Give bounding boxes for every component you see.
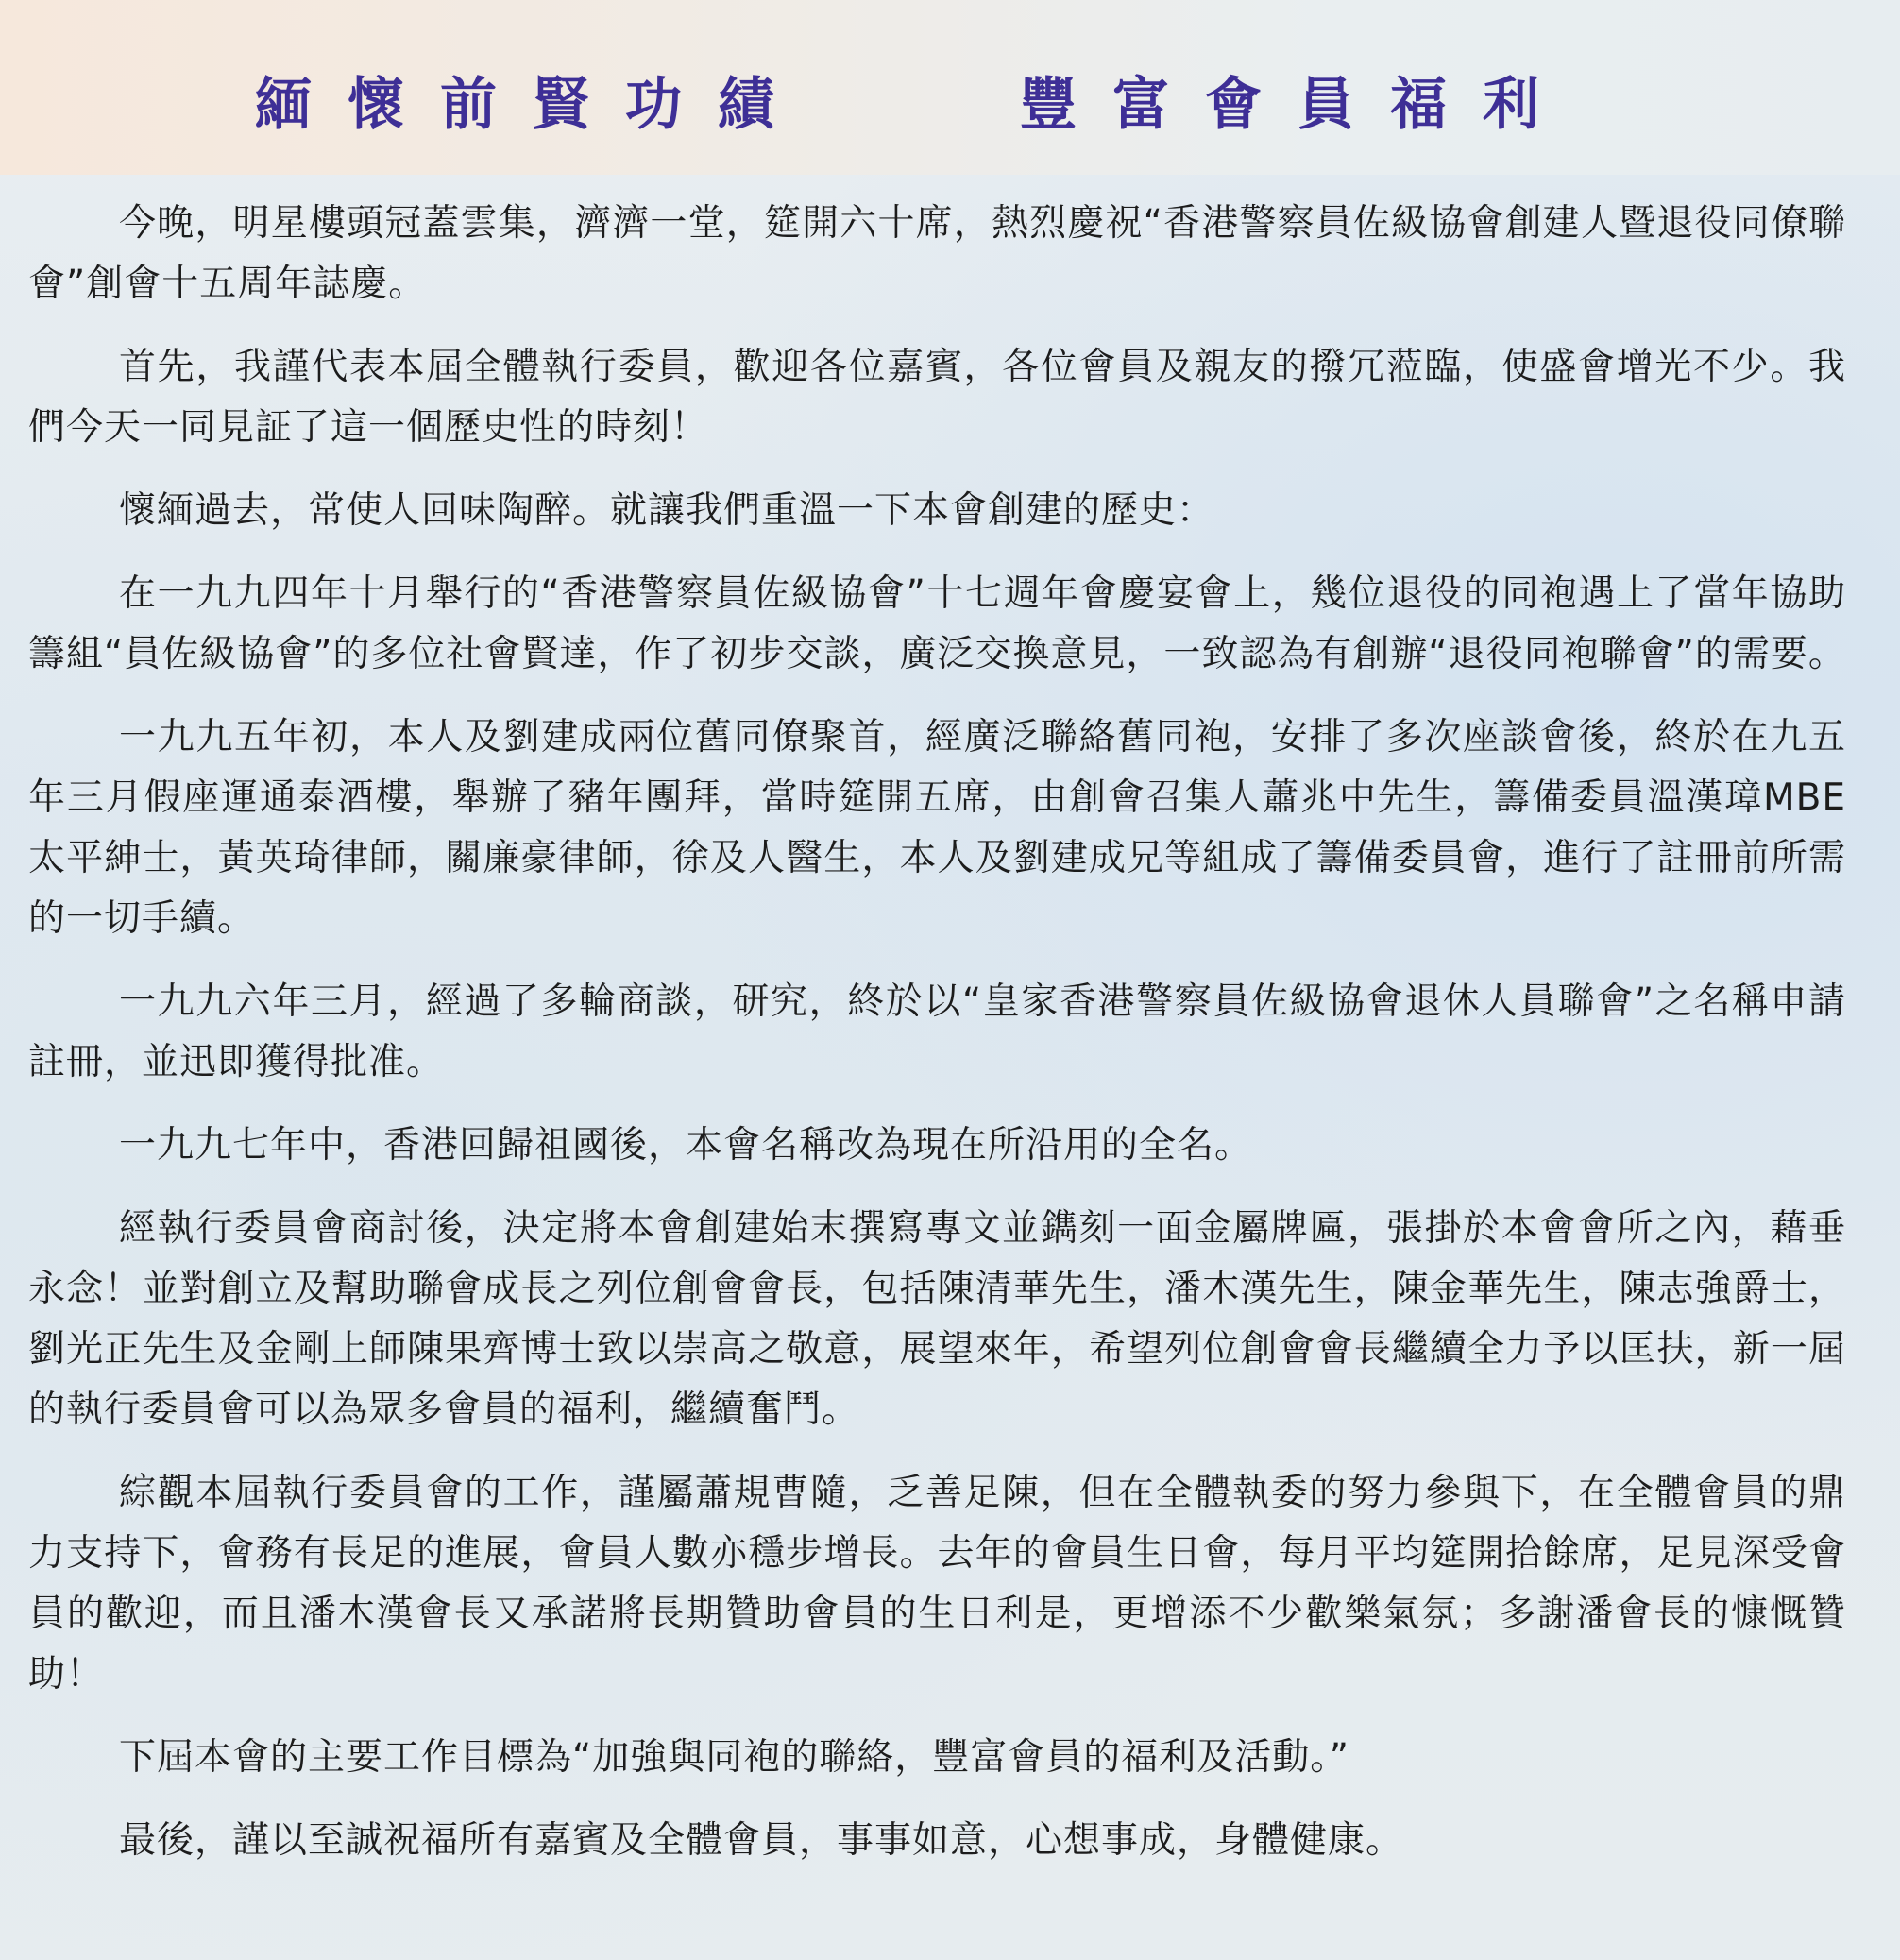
title-right: 豐富會員福利 — [1020, 72, 1575, 138]
page-title — [0, 62, 1900, 147]
body-text — [28, 194, 1846, 1894]
paragraph: 一九九七年中，香港回歸祖國後，本會名稱改為現在所沿用的全名。 — [119, 1124, 1253, 1167]
paragraph: 下屆本會的主要工作目標為“加強與同袍的聯絡，豐富會員的福利及活動。” — [119, 1736, 1349, 1779]
paragraph: 一九九五年初，本人及劉建成兩位舊同僚聚首，經廣泛聯絡舊同袍，安排了多次座談會後，終於在九五年三月假座運通泰酒樓，舉辦了豬年團拜，當時筵開五席，由創會召集人蕭兆中先生，籌備委員溫漢璋MBE太平紳士，黃英琦律師，關廉豪律師，徐及人醫生，本人及劉建成兄等組成了籌備委員會，進行了註冊前所需的一切手續。 — [28, 716, 1846, 940]
paragraph: 綜觀本屆執行委員會的工作，謹屬蕭規曹隨，乏善足陳，但在全體執委的努力參與下，在全體會員的鼎力支持下，會務有長足的進展，會員人數亦穩步增長。去年的會員生日會，每月平均筵開拾餘席，足見深受會員的歡迎，而且潘木漢會長又承諾將長期贊助會員的生日利是，更增添不少歡樂氣氛；多謝潘會長的慷慨贊助！ — [28, 1472, 1846, 1696]
paragraph: 最後，謹以至誠祝福所有嘉賓及全體會員，事事如意，心想事成，身體健康。 — [119, 1819, 1404, 1862]
paragraph: 一九九六年三月，經過了多輪商談，研究，終於以“皇家香港警察員佐級協會退休人員聯會”之名稱申請註冊，並迅即獲得批准。 — [28, 980, 1846, 1083]
paragraph: 經執行委員會商討後，決定將本會創建始末撰寫專文並鐫刻一面金屬牌匾，張掛於本會會所之內，藉垂永念！並對創立及幫助聯會成長之列位創會會長，包括陳清華先生，潘木漢先生，陳金華先生，陳志強爵士，劉光正先生及金剛上師陳果齊博士致以崇高之敬意，展望來年，希望列位創會會長繼續全力予以匡扶，新一屆的執行委員會可以為眾多會員的福利，繼續奮鬥。 — [28, 1207, 1846, 1431]
paragraph: 首先，我謹代表本屆全體執行委員，歡迎各位嘉賓，各位會員及親友的撥冗蒞臨，使盛會增光不少。我們今天一同見証了這一個歷史性的時刻！ — [28, 346, 1846, 449]
paragraph: 今晚，明星樓頭冠蓋雲集，濟濟一堂，筵開六十席，熱烈慶祝“香港警察員佐級協會創建人暨退役同僚聯會”創會十五周年誌慶。 — [28, 202, 1846, 305]
title-left: 緬懷前賢功績 — [255, 72, 810, 138]
paragraph: 在一九九四年十月舉行的“香港警察員佐級協會”十七週年會慶宴會上，幾位退役的同袍遇上了當年協助籌組“員佐級協會”的多位社會賢達，作了初步交談，廣泛交換意見，一致認為有創辦“退役同袍聯會”的需要。 — [28, 572, 1846, 675]
paragraph: 懷緬過去，常使人回味陶醉。就讓我們重溫一下本會創建的歷史： — [119, 489, 1215, 532]
header-band — [0, 0, 1900, 175]
